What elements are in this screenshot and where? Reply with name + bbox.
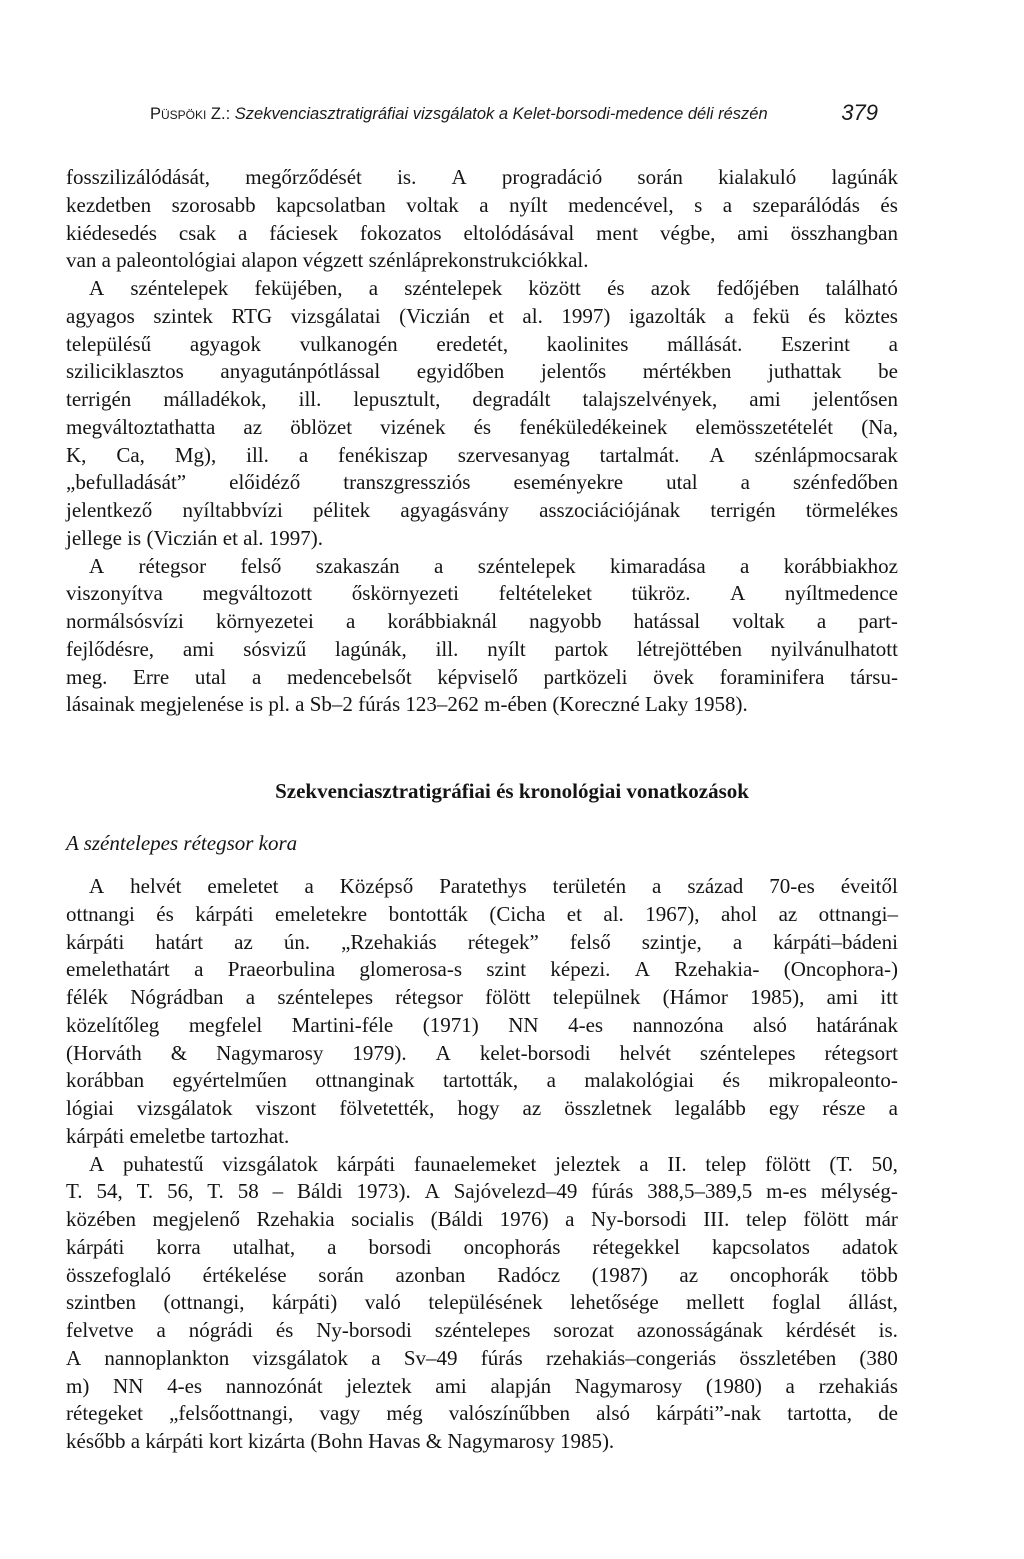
header-author: Püspöki Z.: — [150, 105, 231, 123]
text-line: terrigén málladékok, ill. lepusztult, degradált talajszelvények, ami jelentősen — [66, 387, 898, 411]
text-line: fejlődésre, ami sósvizű lagúnák, ill. nyílt partok létrejöttében nyilvánulhatott — [66, 636, 898, 661]
text-line: agyagos szintek RTG vizsgálatai (Viczián et al. 1997) igazolták a fekü és köztes — [66, 303, 898, 328]
text-line: T. 54, T. 56, T. 58 – Báldi 1973). A Sajóvelezd–49 fúrás 388,5–389,5 m-es mélység- — [66, 1179, 898, 1204]
text-line: kiédesedés csak a fáciesek fokozatos eltolódásával ment végbe, ami összhangban — [66, 220, 898, 245]
text-line: van a paleontológiai alapon végzett szénláprekonstrukciókkal. — [66, 248, 589, 273]
text-line: lásainak megjelenése is pl. a Sb–2 fúrás 123–262 m-ében (Koreczné Laky 1958). — [66, 692, 748, 717]
running-header — [150, 100, 878, 130]
body-text-block-2 — [66, 873, 898, 1456]
text-line: meg. Erre utal a medencebelsőt képviselő partközeli övek foraminifera társu- — [66, 664, 898, 689]
text-line: viszonyítva megváltozott őskörnyezeti feltételeket tükröz. A nyíltmedence — [66, 581, 898, 606]
text-line: ottnangi és kárpáti emeletekre bontották (Cicha et al. 1967), ahol az ottnangi– — [66, 901, 898, 926]
text-line: A nannoplankton vizsgálatok a Sv–49 fúrás rzehakiás–congeriás összletében (380 — [66, 1345, 898, 1370]
text-line: normálsósvízi környezetei a korábbiaknál nagyobb hatással voltak a part- — [66, 609, 898, 633]
text-line: kárpáti határt az ún. „Rzehakiás rétegek” felső szintje, a kárpáti–bádeni — [66, 929, 898, 954]
text-line: településű agyagok vulkanogén eredetét, kaolinites mállását. Eszerint a — [66, 331, 898, 356]
text-line: közében megjelenő Rzehakia socialis (Báldi 1976) a Ny-borsodi III. telep fölött már — [66, 1207, 898, 1231]
text-line: A széntelepek feküjében, a széntelepek között és azok fedőjében található — [89, 276, 898, 300]
text-line: félék Nógrádban a széntelepes rétegsor fölött települnek (Hámor 1985), ami itt — [66, 985, 898, 1009]
section-heading: Szekvenciasztratigráfiai és kronológiai vonatkozások — [275, 779, 749, 803]
text-line: m) NN 4-es nannozónát jeleztek ami alapján Nagymarosy (1980) a rzehakiás — [66, 1373, 898, 1398]
text-line: összefoglaló értékelése során azonban Radócz (1987) az oncophorák több — [66, 1262, 898, 1287]
text-line: lógiai vizsgálatok viszont fölvetették, hogy az összletnek legalább egy része a — [66, 1096, 898, 1120]
body-text-block-1 — [66, 164, 898, 719]
text-line: A helvét emeletet a Középső Paratethys területén a század 70-es éveitől — [89, 874, 898, 898]
text-line: jelentkező nyíltabbvízi pélitek agyagásvány asszociációjának terrigén törmelékes — [66, 498, 898, 522]
text-line: korábban egyértelműen ottnanginak tartották, a malakológiai és mikropaleonto- — [66, 1068, 898, 1093]
text-line: jellege is (Viczián et al. 1997). — [66, 525, 324, 550]
page-number: 379 — [841, 100, 878, 125]
text-line: „befulladását” előidéző transzgressziós eseményekre utal a szénfedőben — [66, 470, 898, 495]
text-line: felvetve a nógrádi és Ny-borsodi széntelepes sorozat azonosságának kérdését is. — [66, 1318, 898, 1342]
text-line: kárpáti emeletbe tartozhat. — [66, 1123, 290, 1148]
text-line: kárpáti korra utalhat, a borsodi oncophorás rétegekkel kapcsolatos adatok — [66, 1234, 898, 1259]
text-line: megváltoztathatta az öblözet vizének és fenéküledékeinek elemösszetételét (Na, — [66, 414, 898, 439]
text-line: kezdetben szorosabb kapcsolatban voltak a nyílt medencével, s a szeparálódás és — [66, 192, 898, 217]
text-line: rétegeket „felsőottnangi, vagy még valószínűbben alsó kárpáti”-nak tartotta, de — [66, 1401, 898, 1426]
text-line: fosszilizálódását, megőrződését is. A progradáció során kialakuló lagúnák — [66, 165, 898, 189]
text-line: közelítőleg megfelel Martini-féle (1971) NN 4-es nannozóna alsó határának — [66, 1012, 898, 1037]
text-line: emelethatárt a Praeorbulina glomerosa-s szint képezi. A Rzehakia- (Oncophora-) — [66, 957, 898, 982]
text-line: A rétegsor felső szakaszán a széntelepek kimaradása a korábbiakhoz — [89, 553, 898, 578]
subsection-heading: A széntelepes rétegsor kora — [66, 831, 298, 855]
header-title: Szekvenciasztratigráfiai vizsgálatok a Kelet-borsodi-medence déli részén — [234, 105, 768, 123]
text-line: sziliciklasztos anyagutánpótlással egyidőben jelentős mértékben juthattak be — [66, 359, 898, 384]
text-line: (Horváth & Nagymarosy 1979). A kelet-borsodi helvét széntelepes rétegsort — [66, 1040, 898, 1065]
text-line: szintben (ottnangi, kárpáti) való településének lehetősége mellett foglal állást, — [66, 1290, 898, 1315]
text-line: A puhatestű vizsgálatok kárpáti faunaelemeket jeleztek a II. telep fölött (T. 50, — [89, 1151, 898, 1176]
text-line: K, Ca, Mg), ill. a fenékiszap szervesanyag tartalmát. A szénlápmocsarak — [66, 442, 898, 467]
text-line: később a kárpáti kort kizárta (Bohn Havas & Nagymarosy 1985). — [66, 1429, 615, 1453]
